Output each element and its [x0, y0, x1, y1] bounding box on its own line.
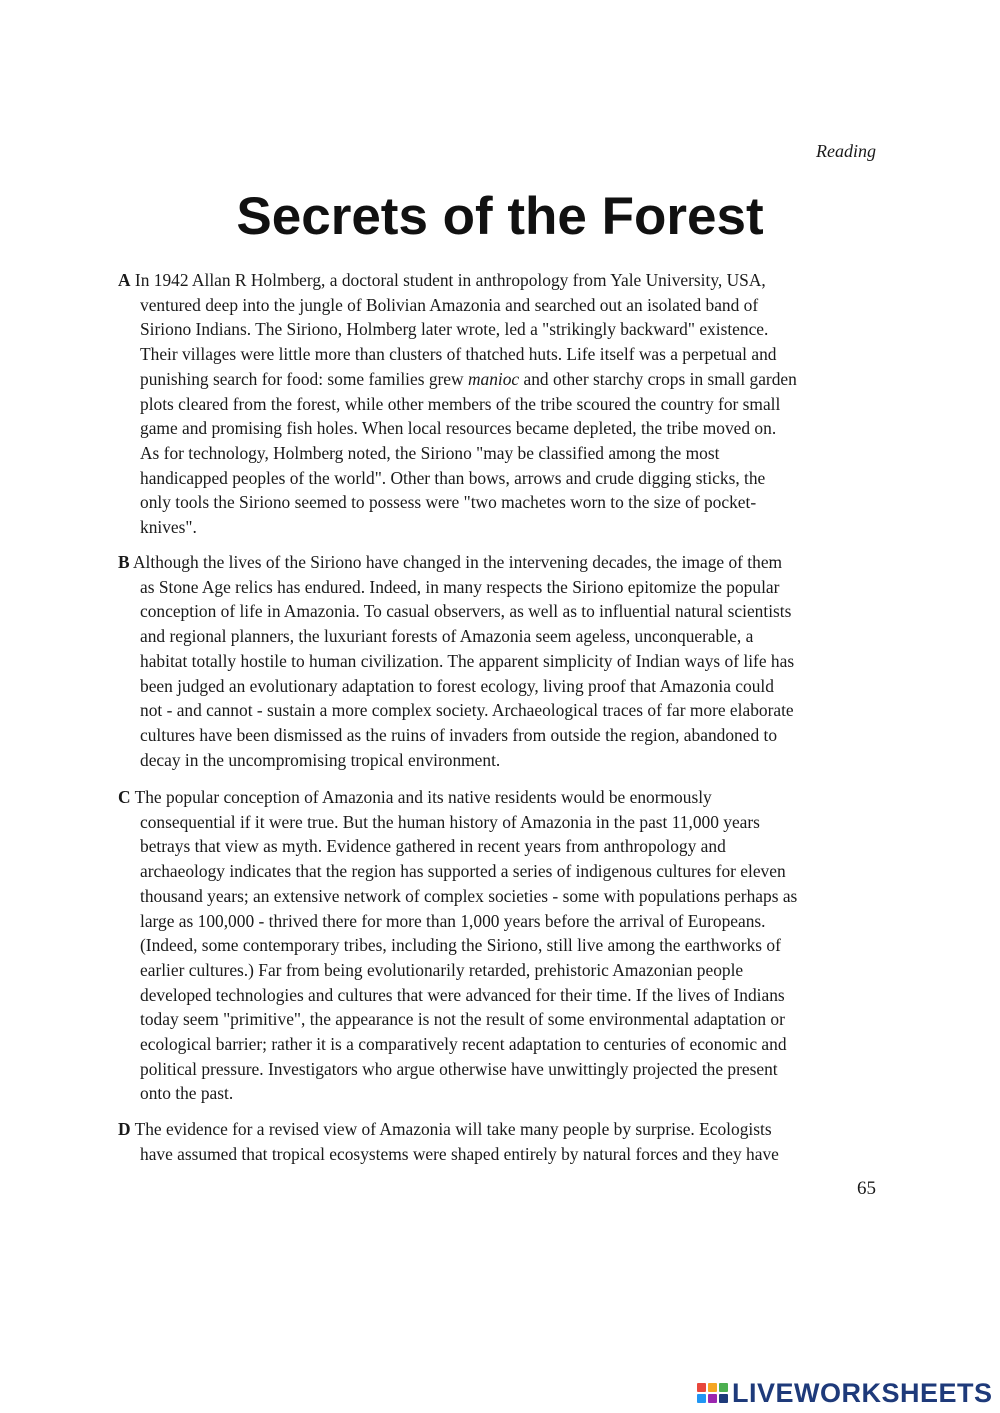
paragraph-line: handicapped peoples of the world". Other than bows, arrows and crude digging sticks, the: [140, 467, 766, 488]
logo-square: [697, 1383, 706, 1392]
paragraph-letter: D: [118, 1119, 131, 1139]
logo-square: [719, 1383, 728, 1392]
logo-square: [719, 1394, 728, 1403]
paragraph-line: The evidence for a revised view of Amazonia will take many people by surprise. Ecologists: [134, 1119, 772, 1139]
paragraph-line: game and promising fish holes. When local resources became depleted, the tribe moved on.: [140, 418, 777, 439]
paragraph-c: [118, 785, 878, 1106]
page-title: Secrets of the Forest: [236, 187, 764, 246]
paragraph-line: betrays that view as myth. Evidence gathered in recent years from anthropology and: [140, 836, 726, 857]
paragraph-line: As for technology, Holmberg noted, the Siriono "may be classified among the most: [140, 442, 720, 463]
paragraph-line: not - and cannot - sustain a more complex society. Archaeological traces of far more elaborate: [140, 700, 794, 721]
paragraph-line: onto the past.: [140, 1083, 234, 1104]
watermark-text: LIVEWORKSHEETS: [732, 1377, 993, 1408]
paragraph-letter: C: [118, 787, 131, 807]
paragraph-line: consequential if it were true. But the human history of Amazonia in the past 11,000 years: [140, 811, 760, 832]
logo-square: [708, 1394, 717, 1403]
paragraph-line: Although the lives of the Siriono have changed in the intervening decades, the image of them: [133, 552, 783, 572]
paragraph-line: only tools the Siriono seemed to possess were "two machetes worn to the size of pocket-: [140, 492, 757, 513]
paragraph-line: political pressure. Investigators who argue otherwise have unwittingly projected the present: [140, 1058, 778, 1079]
paragraph-line: punishing search for food: some families grew manioc and other starchy crops in small garden: [140, 368, 797, 389]
liveworksheets-watermark: [697, 1378, 993, 1408]
liveworksheets-logo-icon: [697, 1383, 728, 1403]
paragraph-line: ventured deep into the jungle of Bolivian Amazonia and searched out an isolated band of: [140, 294, 759, 315]
paragraph-line: Their villages were little more than clusters of thatched huts. Life itself was a perpetual and: [140, 344, 777, 365]
paragraph-line: habitat totally hostile to human civilization. The apparent simplicity of Indian ways of life has: [140, 650, 795, 671]
paragraph-line: decay in the uncompromising tropical environment.: [140, 749, 501, 770]
paragraph-line: In 1942 Allan R Holmberg, a doctoral student in anthropology from Yale University, USA,: [134, 270, 766, 290]
paragraph-line: and regional planners, the luxuriant forests of Amazonia seem ageless, unconquerable, a: [140, 626, 754, 647]
paragraph-line: conception of life in Amazonia. To casual observers, as well as to influential natural scientists: [140, 601, 792, 622]
paragraph-line: (Indeed, some contemporary tribes, including the Siriono, still live among the earthworks of: [140, 935, 781, 956]
paragraph-line: earlier cultures.) Far from being evolutionarily retarded, prehistoric Amazonian people: [140, 959, 744, 980]
paragraph-d: [118, 1117, 878, 1166]
section-label: Reading: [816, 141, 876, 161]
paragraph-line: today seem "primitive", the appearance is not the result of some environmental adaptation or: [140, 1009, 785, 1030]
paragraph-line: thousand years; an extensive network of complex societies - some with populations perhaps as: [140, 885, 798, 906]
paragraph-line: knives".: [140, 517, 197, 538]
paragraph-line: developed technologies and cultures that were advanced for their time. If the lives of Indians: [140, 984, 785, 1005]
page-number: 65: [857, 1178, 876, 1199]
paragraph-line: archaeology indicates that the region has supported a series of indigenous cultures for eleven: [140, 861, 786, 882]
paragraph-letter: A: [118, 270, 131, 290]
paragraph-line: large as 100,000 - thrived there for more than 1,000 years before the arrival of Europeans.: [140, 910, 766, 931]
paragraph-b: [118, 550, 878, 772]
paragraph-line: cultures have been dismissed as the ruins of invaders from outside the region, abandoned to: [140, 724, 778, 745]
paragraph-a: [118, 268, 878, 540]
paragraph-line: as Stone Age relics has endured. Indeed, in many respects the Siriono epitomize the popular: [140, 576, 780, 597]
paragraph-letter: B: [118, 552, 130, 572]
logo-square: [708, 1383, 717, 1392]
paragraph-line: Siriono Indians. The Siriono, Holmberg later wrote, led a "strikingly backward" existence.: [140, 319, 769, 340]
paragraph-line: The popular conception of Amazonia and its native residents would be enormously: [134, 787, 712, 807]
paragraph-line: been judged an evolutionary adaptation to forest ecology, living proof that Amazonia could: [140, 675, 774, 696]
paragraph-line: plots cleared from the forest, while other members of the tribe scoured the country for small: [140, 393, 781, 414]
paragraph-line: ecological barrier; rather it is a comparatively recent adaptation to centuries of economic and: [140, 1034, 787, 1055]
logo-square: [697, 1394, 706, 1403]
paragraph-line: have assumed that tropical ecosystems were shaped entirely by natural forces and they have: [140, 1143, 779, 1164]
